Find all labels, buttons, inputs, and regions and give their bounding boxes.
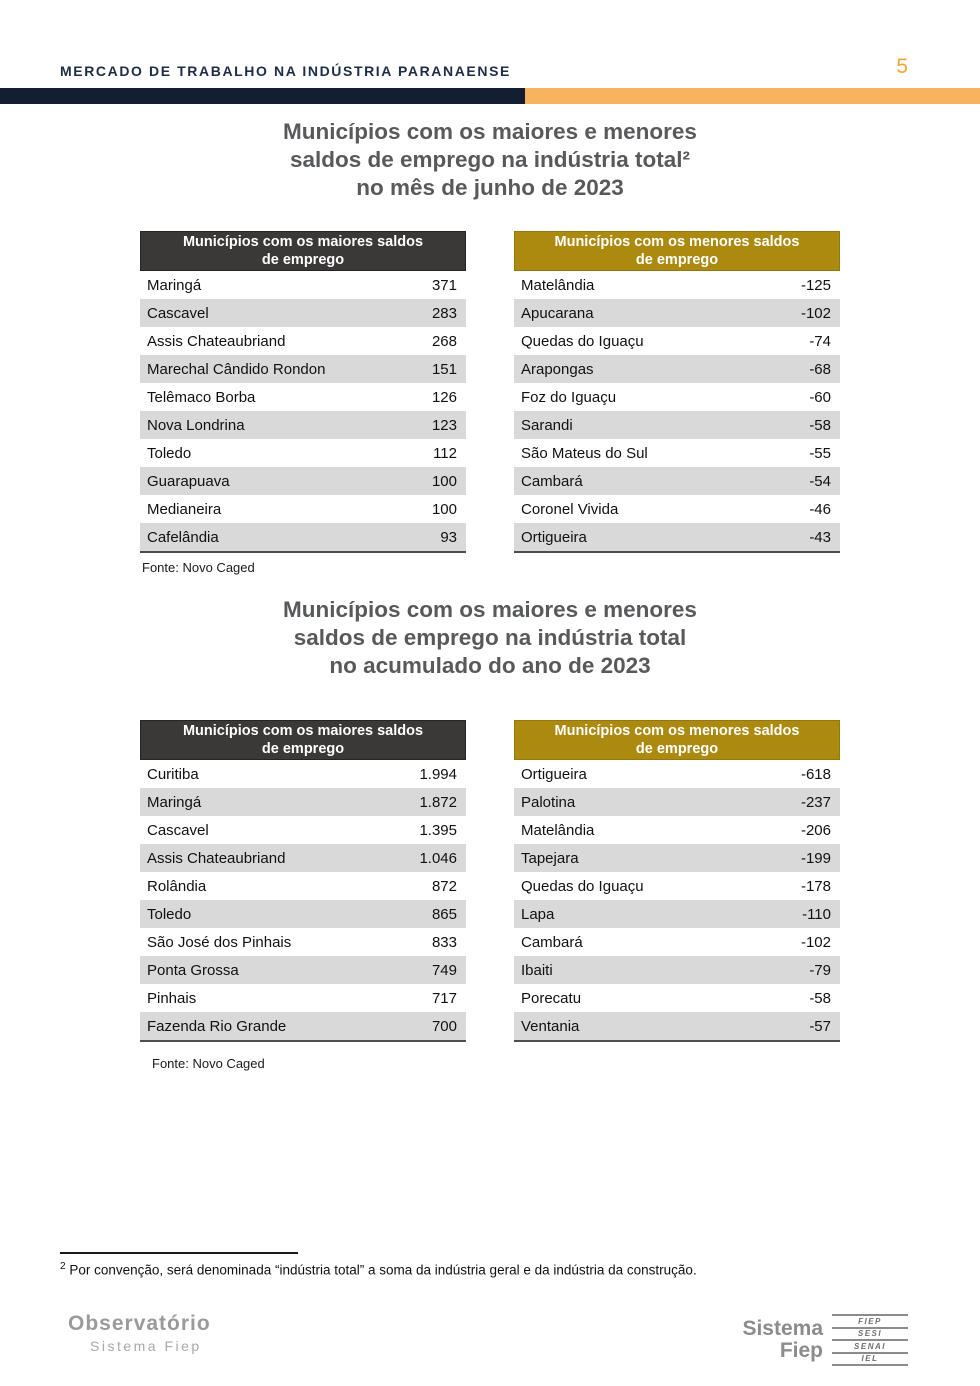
- report-header-title: MERCADO DE TRABALHO NA INDÚSTRIA PARANAENSE: [60, 63, 511, 79]
- observatorio-logo-title: Observatório: [68, 1312, 211, 1335]
- municipality-name: Matelândia: [521, 276, 595, 294]
- page-number: 5: [896, 55, 908, 78]
- section-title-june-line1: Municípios com os maiores e menores: [283, 119, 697, 144]
- page-header: [0, 55, 980, 104]
- table-row: [514, 1012, 840, 1040]
- section-title-year: [0, 596, 980, 680]
- table-row: [514, 355, 840, 383]
- municipality-name: Foz do Iguaçu: [521, 388, 617, 406]
- table-menores-year: [514, 720, 840, 1042]
- municipality-name: Medianeira: [147, 500, 222, 518]
- table-row: [140, 271, 466, 299]
- saldo-value: 268: [431, 332, 457, 350]
- saldo-value: -68: [809, 360, 831, 378]
- municipality-name: Assis Chateaubriand: [147, 849, 286, 867]
- saldo-value: 283: [431, 304, 457, 322]
- table-maiores-june: [140, 231, 466, 553]
- saldo-value: 700: [431, 1017, 457, 1035]
- table-row: [514, 872, 840, 900]
- table-row: [514, 928, 840, 956]
- tables-june: [140, 231, 840, 553]
- section-title-june-line3: no mês de junho de 2023: [356, 175, 624, 200]
- municipality-name: Cafelândia: [147, 528, 219, 546]
- municipality-name: Fazenda Rio Grande: [147, 1017, 287, 1035]
- table-body-maiores-june: [140, 271, 466, 553]
- municipality-name: Palotina: [521, 793, 576, 811]
- municipality-name: Guarapuava: [147, 472, 230, 490]
- municipality-name: Coronel Vivida: [521, 500, 619, 518]
- table-row: [514, 383, 840, 411]
- footnote-body: Por convenção, será denominada “indústria total” a soma da indústria geral e da indústria da construção.: [69, 1262, 697, 1278]
- saldo-value: -74: [809, 332, 831, 350]
- municipality-name: Assis Chateaubriand: [147, 332, 286, 350]
- table-row: [514, 788, 840, 816]
- table-row: [514, 760, 840, 788]
- table-row: [140, 788, 466, 816]
- table-header-menores-year: Municípios com os menores saldos de emprego: [514, 720, 840, 760]
- municipality-name: Ortigueira: [521, 765, 587, 783]
- table-row: [140, 467, 466, 495]
- saldo-value: 126: [431, 388, 457, 406]
- municipality-name: Cascavel: [147, 304, 209, 322]
- municipality-name: Ortigueira: [521, 528, 587, 546]
- table-row: [140, 327, 466, 355]
- table-row: [140, 439, 466, 467]
- saldo-value: -102: [800, 933, 831, 951]
- footnote-marker: 2: [60, 1261, 66, 1272]
- saldo-value: -54: [809, 472, 831, 490]
- saldo-value: -58: [809, 989, 831, 1007]
- tables-year: [140, 720, 840, 1042]
- saldo-value: 1.994: [419, 765, 457, 783]
- header-row: [60, 55, 920, 79]
- table-row: [140, 523, 466, 551]
- sesi-label: SESI: [832, 1327, 908, 1340]
- table-row: [140, 299, 466, 327]
- municipality-name: Nova Londrina: [147, 416, 245, 434]
- observatorio-logo-subtitle: Sistema Fiep: [90, 1338, 202, 1354]
- header-divider-bar: [0, 88, 980, 104]
- saldo-value: -102: [800, 304, 831, 322]
- municipality-name: Marechal Cândido Rondon: [147, 360, 326, 378]
- section-title-year-line2: saldos de emprego na indústria total: [293, 625, 687, 650]
- fiep-label: FIEP: [832, 1314, 908, 1327]
- saldo-value: 865: [431, 905, 457, 923]
- saldo-value: 100: [431, 472, 457, 490]
- saldo-value: -125: [800, 276, 831, 294]
- saldo-value: -79: [809, 961, 831, 979]
- table-row: [140, 928, 466, 956]
- fonte-note-year: Fonte: Novo Caged: [152, 1056, 265, 1071]
- municipality-name: Cambará: [521, 933, 583, 951]
- table-row: [514, 299, 840, 327]
- municipality-name: Rolândia: [147, 877, 207, 895]
- fonte-note-june: Fonte: Novo Caged: [142, 560, 255, 575]
- table-row: [140, 760, 466, 788]
- municipality-name: Lapa: [521, 905, 555, 923]
- saldo-value: 123: [431, 416, 457, 434]
- footnote-text: [60, 1261, 920, 1278]
- table-row: [140, 816, 466, 844]
- municipality-name: Matelândia: [521, 821, 595, 839]
- iel-label: IEL: [832, 1352, 908, 1367]
- table-row: [514, 271, 840, 299]
- sistema-fiep-logo: [742, 1306, 908, 1366]
- senai-label: SENAI: [832, 1339, 908, 1352]
- municipality-name: Arapongas: [521, 360, 594, 378]
- table-header-menores-june: Municípios com os menores saldos de emprego: [514, 231, 840, 271]
- table-row: [514, 439, 840, 467]
- table-row: [514, 900, 840, 928]
- saldo-value: -199: [800, 849, 831, 867]
- footnote: [60, 1252, 920, 1278]
- saldo-value: -178: [800, 877, 831, 895]
- section-title-june: [0, 118, 980, 202]
- saldo-value: -43: [809, 528, 831, 546]
- saldo-value: -60: [809, 388, 831, 406]
- saldo-value: 371: [431, 276, 457, 294]
- observatorio-logo: [68, 1306, 211, 1366]
- sistema-fiep-logo-line2: Fiep: [779, 1339, 823, 1362]
- table-row: [514, 523, 840, 551]
- saldo-value: 1.872: [419, 793, 457, 811]
- sistema-fiep-logo-text: [742, 1318, 823, 1362]
- sistema-fiep-logo-line1: Sistema: [742, 1317, 823, 1340]
- municipality-name: Quedas do Iguaçu: [521, 332, 644, 350]
- municipality-name: Cambará: [521, 472, 583, 490]
- municipality-name: Ibaiti: [521, 961, 553, 979]
- table-body-maiores-year: [140, 760, 466, 1042]
- municipality-name: São José dos Pinhais: [147, 933, 292, 951]
- table-header-maiores-june: Municípios com os maiores saldos de emprego: [140, 231, 466, 271]
- municipality-name: Sarandi: [521, 416, 573, 434]
- municipality-name: Porecatu: [521, 989, 582, 1007]
- saldo-value: 93: [440, 528, 457, 546]
- table-header-maiores-year: Municípios com os maiores saldos de emprego: [140, 720, 466, 760]
- municipality-name: Toledo: [147, 444, 192, 462]
- table-body-menores-june: [514, 271, 840, 553]
- table-body-menores-year: [514, 760, 840, 1042]
- saldo-value: -58: [809, 416, 831, 434]
- saldo-value: -237: [800, 793, 831, 811]
- municipality-name: Tapejara: [521, 849, 579, 867]
- table-row: [140, 383, 466, 411]
- page-footer: [0, 1306, 980, 1366]
- municipality-name: Cascavel: [147, 821, 209, 839]
- municipality-name: Toledo: [147, 905, 192, 923]
- saldo-value: 100: [431, 500, 457, 518]
- saldo-value: -618: [800, 765, 831, 783]
- table-row: [514, 844, 840, 872]
- saldo-value: -55: [809, 444, 831, 462]
- municipality-name: Apucarana: [521, 304, 594, 322]
- saldo-value: -206: [800, 821, 831, 839]
- saldo-value: 833: [431, 933, 457, 951]
- saldo-value: 151: [431, 360, 457, 378]
- table-row: [140, 844, 466, 872]
- bar-navy-segment: [0, 88, 525, 104]
- table-row: [140, 984, 466, 1012]
- saldo-value: -110: [802, 905, 831, 923]
- section-title-june-line2: saldos de emprego na indústria total²: [289, 147, 691, 172]
- table-row: [140, 411, 466, 439]
- municipality-name: Quedas do Iguaçu: [521, 877, 644, 895]
- table-row: [514, 467, 840, 495]
- section-title-year-line3: no acumulado do ano de 2023: [329, 653, 651, 678]
- saldo-value: 749: [431, 961, 457, 979]
- section-title-year-line1: Municípios com os maiores e menores: [283, 597, 697, 622]
- municipality-name: Maringá: [147, 276, 202, 294]
- sistema-fiep-entities: [832, 1314, 908, 1366]
- municipality-name: Pinhais: [147, 989, 197, 1007]
- saldo-value: 1.395: [419, 821, 457, 839]
- municipality-name: Ponta Grossa: [147, 961, 239, 979]
- table-row: [514, 984, 840, 1012]
- table-row: [514, 411, 840, 439]
- municipality-name: Ventania: [521, 1017, 580, 1035]
- table-row: [514, 327, 840, 355]
- table-row: [140, 956, 466, 984]
- saldo-value: 112: [433, 444, 457, 462]
- table-row: [140, 1012, 466, 1040]
- municipality-name: São Mateus do Sul: [521, 444, 648, 462]
- table-row: [514, 495, 840, 523]
- saldo-value: 717: [431, 989, 457, 1007]
- footnote-separator-line: [60, 1252, 298, 1254]
- municipality-name: Curitiba: [147, 765, 199, 783]
- table-menores-june: [514, 231, 840, 553]
- table-row: [140, 495, 466, 523]
- bar-gold-segment: [525, 88, 980, 104]
- saldo-value: 1.046: [419, 849, 457, 867]
- table-row: [514, 956, 840, 984]
- municipality-name: Telêmaco Borba: [147, 388, 256, 406]
- table-maiores-year: [140, 720, 466, 1042]
- table-row: [514, 816, 840, 844]
- table-row: [140, 872, 466, 900]
- table-row: [140, 355, 466, 383]
- saldo-value: -46: [809, 500, 831, 518]
- table-row: [140, 900, 466, 928]
- saldo-value: -57: [809, 1017, 831, 1035]
- saldo-value: 872: [431, 877, 457, 895]
- municipality-name: Maringá: [147, 793, 202, 811]
